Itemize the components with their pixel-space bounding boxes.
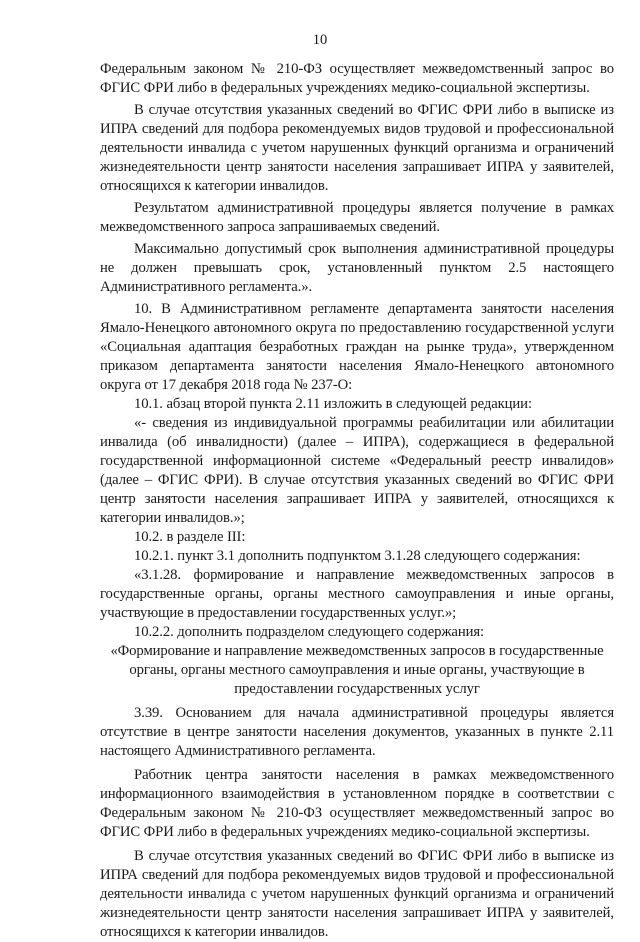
paragraph: 3.39. Основанием для начала административной процедуры является отсутствие в центре занятости населения документов, указанных в пункте 2.11 настоящего Административного регламента. bbox=[100, 705, 614, 759]
page-number: 10 bbox=[312, 32, 328, 48]
document-body bbox=[100, 60, 614, 942]
paragraph: Максимально допустимый срок выполнения административной процедуры не должен превышать срок, установленный пунктом 2.5 настоящего Административного регламента.». bbox=[100, 241, 614, 295]
paragraph: 10.1. абзац второй пункта 2.11 изложить в следующей редакции: bbox=[134, 396, 532, 412]
section-heading: «Формирование и направление межведомственных запросов в государственные органы, органы местного самоуправления и иные органы, участвующие в предоставлении государственных услуг bbox=[110, 643, 604, 697]
paragraph: Результатом административной процедуры является получение в рамках межведомственного запроса запрашиваемых сведений. bbox=[100, 200, 614, 235]
paragraph: «3.1.28. формирование и направление межведомственных запросов в государственные органы, органы местного самоуправления и иные органы, участвующие в предоставлении государственных услуг.»; bbox=[100, 567, 614, 621]
paragraph: 10.2.1. пункт 3.1 дополнить подпунктом 3.1.28 следующего содержания: bbox=[134, 548, 581, 564]
paragraph: Работник центра занятости населения в рамках межведомственного информационного взаимодействия в установленном порядке в соответствии с Федеральным законом № 210-ФЗ осуществляет межведомственный запрос во ФГИС ФРИ либо в федеральных учреждениях медико-социальной экспертизы. bbox=[100, 767, 614, 840]
paragraph: В случае отсутствия указанных сведений во ФГИС ФРИ либо в выписке из ИПРА сведений для подбора рекомендуемых видов трудовой и профессиональной деятельности инвалида с учетом нарушенных функций организма и ограничений жизнедеятельности центр занятости населения запрашивает ИПРА у заявителей, относящихся к категории инвалидов. bbox=[100, 102, 614, 194]
paragraph: В случае отсутствия указанных сведений во ФГИС ФРИ либо в выписке из ИПРА сведений для подбора рекомендуемых видов трудовой и профессиональной деятельности инвалида с учетом нарушенных функций организма и ограничений жизнедеятельности центр занятости населения запрашивает ИПРА у заявителей, относящихся к категории инвалидов. bbox=[100, 848, 614, 940]
paragraph: 10.2. в разделе III: bbox=[134, 529, 246, 545]
paragraph: Федеральным законом № 210-ФЗ осуществляет межведомственный запрос во ФГИС ФРИ либо в федеральных учреждениях медико-социальной экспертизы. bbox=[100, 61, 614, 96]
paragraph: 10.2.2. дополнить подразделом следующего содержания: bbox=[134, 624, 484, 640]
paragraph: 10. В Административном регламенте департамента занятости населения Ямало-Ненецкого автономного округа по предоставлению государственной услуги «Социальная адаптация безработных граждан на рынке труда», утвержденном приказом департамента занятости населения Ямало-Ненецкого автономного округа от 17 декабря 2018 года № 237-О: bbox=[100, 301, 614, 393]
paragraph: «- сведения из индивидуальной программы реабилитации или абилитации инвалида (об инвалидности) (далее – ИПРА), содержащиеся в федеральной государственной информационной системе «Федеральный реестр инвалидов» (далее – ФГИС ФРИ). В случае отсутствия указанных сведений во ФГИС ФРИ центр занятости населения запрашивает ИПРА у заявителей, относящихся к категории инвалидов.»; bbox=[100, 415, 614, 526]
